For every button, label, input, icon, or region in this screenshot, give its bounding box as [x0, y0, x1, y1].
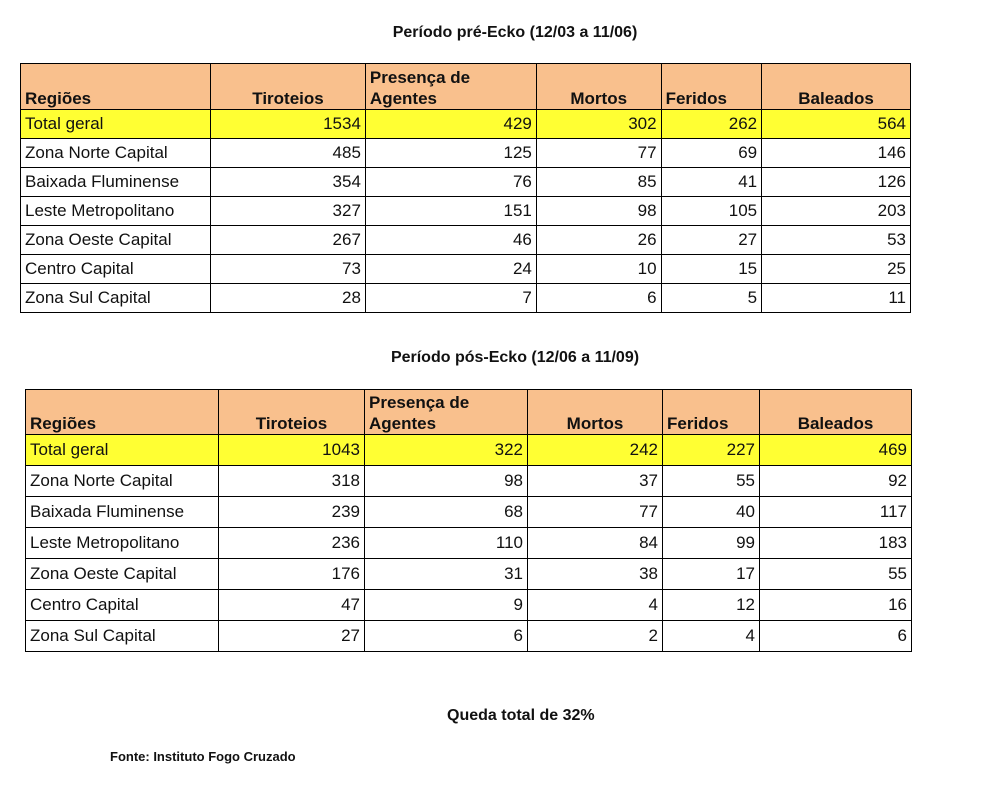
value-cell: 110 [365, 528, 528, 559]
header-tiroteios: Tiroteios [211, 64, 366, 110]
value-cell: 429 [365, 110, 536, 139]
source-credit: Fonte: Instituto Fogo Cruzado [110, 749, 296, 764]
table-header-row [26, 390, 912, 435]
value-cell: 84 [528, 528, 663, 559]
value-cell: 26 [536, 226, 661, 255]
value-cell: 46 [365, 226, 536, 255]
value-cell: 25 [762, 255, 911, 284]
value-cell: 85 [536, 168, 661, 197]
value-cell: 11 [762, 284, 911, 313]
table-row [21, 168, 911, 197]
table2-title: Período pós-Ecko (12/06 a 11/09) [390, 349, 640, 366]
header-baleados: Baleados [762, 64, 911, 110]
header-baleados: Baleados [760, 390, 912, 435]
value-cell: 76 [365, 168, 536, 197]
value-cell: 17 [663, 559, 760, 590]
value-cell: 1534 [211, 110, 366, 139]
value-cell: 203 [762, 197, 911, 226]
value-cell: 27 [661, 226, 762, 255]
header-regioes: Regiões [26, 390, 219, 435]
region-cell: Zona Norte Capital [21, 139, 211, 168]
value-cell: 98 [365, 466, 528, 497]
value-cell: 469 [760, 435, 912, 466]
value-cell: 242 [528, 435, 663, 466]
table-row [26, 621, 912, 652]
total-row [26, 435, 912, 466]
value-cell: 31 [365, 559, 528, 590]
value-cell: 5 [661, 284, 762, 313]
region-cell: Zona Oeste Capital [21, 226, 211, 255]
value-cell: 55 [663, 466, 760, 497]
table-row [21, 255, 911, 284]
region-cell: Total geral [26, 435, 219, 466]
value-cell: 92 [760, 466, 912, 497]
value-cell: 236 [219, 528, 365, 559]
table-row [26, 528, 912, 559]
value-cell: 318 [219, 466, 365, 497]
value-cell: 99 [663, 528, 760, 559]
region-cell: Zona Oeste Capital [26, 559, 219, 590]
value-cell: 37 [528, 466, 663, 497]
table-row [21, 139, 911, 168]
value-cell: 55 [760, 559, 912, 590]
table-header-row [21, 64, 911, 110]
value-cell: 105 [661, 197, 762, 226]
value-cell: 9 [365, 590, 528, 621]
header-feridos: Feridos [661, 64, 762, 110]
value-cell: 69 [661, 139, 762, 168]
value-cell: 176 [219, 559, 365, 590]
table-row [21, 284, 911, 313]
value-cell: 327 [211, 197, 366, 226]
value-cell: 6 [760, 621, 912, 652]
value-cell: 1043 [219, 435, 365, 466]
header-presenca-agentes: Presença de Agentes [365, 390, 528, 435]
region-cell: Total geral [21, 110, 211, 139]
value-cell: 354 [211, 168, 366, 197]
header-feridos: Feridos [663, 390, 760, 435]
value-cell: 77 [536, 139, 661, 168]
value-cell: 28 [211, 284, 366, 313]
value-cell: 125 [365, 139, 536, 168]
value-cell: 183 [760, 528, 912, 559]
value-cell: 4 [663, 621, 760, 652]
value-cell: 53 [762, 226, 911, 255]
region-cell: Centro Capital [21, 255, 211, 284]
table-row [26, 497, 912, 528]
value-cell: 38 [528, 559, 663, 590]
region-cell: Zona Sul Capital [21, 284, 211, 313]
value-cell: 6 [365, 621, 528, 652]
total-row [21, 110, 911, 139]
value-cell: 47 [219, 590, 365, 621]
value-cell: 126 [762, 168, 911, 197]
value-cell: 16 [760, 590, 912, 621]
value-cell: 322 [365, 435, 528, 466]
table-row [21, 197, 911, 226]
value-cell: 239 [219, 497, 365, 528]
value-cell: 146 [762, 139, 911, 168]
value-cell: 267 [211, 226, 366, 255]
value-cell: 6 [536, 284, 661, 313]
region-cell: Baixada Fluminense [21, 168, 211, 197]
region-cell: Zona Sul Capital [26, 621, 219, 652]
value-cell: 4 [528, 590, 663, 621]
value-cell: 41 [661, 168, 762, 197]
value-cell: 77 [528, 497, 663, 528]
value-cell: 117 [760, 497, 912, 528]
value-cell: 564 [762, 110, 911, 139]
value-cell: 24 [365, 255, 536, 284]
value-cell: 27 [219, 621, 365, 652]
value-cell: 40 [663, 497, 760, 528]
header-regioes: Regiões [21, 64, 211, 110]
value-cell: 302 [536, 110, 661, 139]
value-cell: 227 [663, 435, 760, 466]
table-row [21, 226, 911, 255]
value-cell: 151 [365, 197, 536, 226]
region-cell: Leste Metropolitano [21, 197, 211, 226]
table-pre-ecko [20, 63, 911, 313]
region-cell: Leste Metropolitano [26, 528, 219, 559]
value-cell: 98 [536, 197, 661, 226]
table-row [26, 466, 912, 497]
header-presenca-agentes: Presença de Agentes [365, 64, 536, 110]
region-cell: Centro Capital [26, 590, 219, 621]
region-cell: Zona Norte Capital [26, 466, 219, 497]
header-mortos: Mortos [528, 390, 663, 435]
value-cell: 73 [211, 255, 366, 284]
header-tiroteios: Tiroteios [219, 390, 365, 435]
summary-text: Queda total de 32% [447, 707, 595, 724]
value-cell: 15 [661, 255, 762, 284]
table-row [26, 590, 912, 621]
value-cell: 68 [365, 497, 528, 528]
value-cell: 485 [211, 139, 366, 168]
table-row [26, 559, 912, 590]
region-cell: Baixada Fluminense [26, 497, 219, 528]
table-pos-ecko [25, 389, 912, 652]
header-mortos: Mortos [536, 64, 661, 110]
value-cell: 2 [528, 621, 663, 652]
value-cell: 262 [661, 110, 762, 139]
value-cell: 12 [663, 590, 760, 621]
value-cell: 7 [365, 284, 536, 313]
value-cell: 10 [536, 255, 661, 284]
table1-title: Período pré-Ecko (12/03 a 11/06) [392, 24, 638, 41]
